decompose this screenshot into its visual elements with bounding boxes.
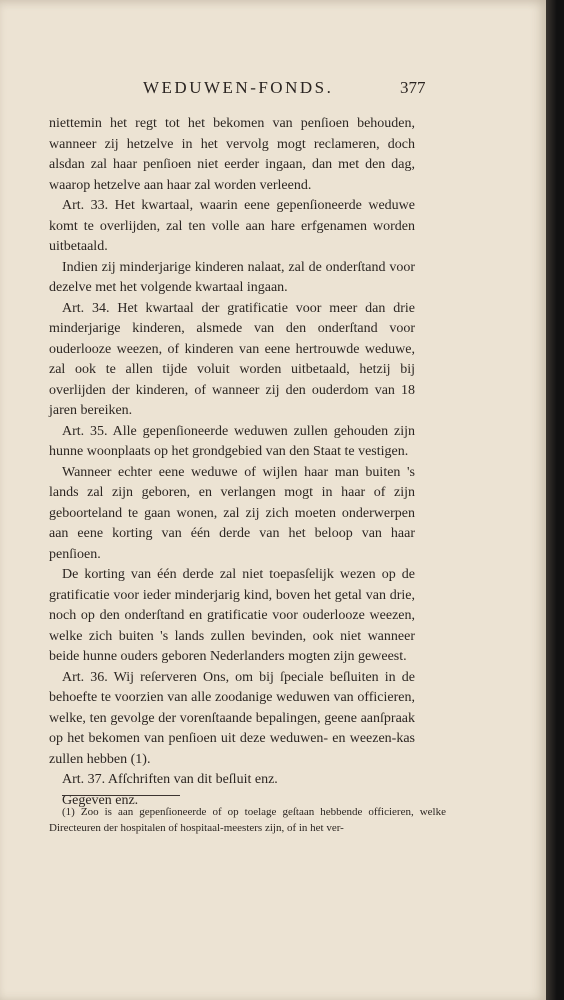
paragraph-deduction: De korting van één derde zal niet toepasſelijk wezen op de gratificatie voor ieder minderjarig kind, boven het getal van drie, noch op den onderſtand en gratificatie voor ouderlooze weezen, welke zich buiten 's lands zullen bevinden, ook niet wanneer beide hunne ouders geboren Nederlanders mogten zijn geweest. <box>49 567 415 664</box>
page-header <box>0 78 546 104</box>
paragraph-abroad: Wanneer echter eene weduwe of wijlen haar man buiten 's lands zal zijn geboren, en verlangen mogt in haar of zijn geboorteland te gaan wonen, zal zij zich moeten onderwerpen aan eene korting van één derde van het beloop van haar penſioen. <box>49 464 415 562</box>
paragraph-art-34: Art. 34. Het kwartaal der gratificatie voor meer dan drie minderjarige kinderen, alsmede van den onderſtand voor ouderlooze weezen, of kinderen van eene hertrouwde weduwe, zal ook te allen tijde voluit worden uitbetaald, hetzij bij overlijden der kinderen, of wanneer zij den ouderdom van 18 jaren bereiken. <box>49 300 415 418</box>
paragraph-art-35: Art. 35. Alle gepenſioneerde weduwen zullen gehouden zijn hunne woonplaats op het grondgebied van den Staat te vestigen. <box>49 423 415 459</box>
body-text <box>49 114 415 811</box>
footnote-rule <box>62 795 180 796</box>
footnote-text: (1) Zoo is aan gepenſioneerde of op toelage geſtaan hebbende officieren, welke Directeuren der hospitalen of hospitaal-meesters zijn, of in het ver- <box>49 806 446 834</box>
paragraph-continuation: niettemin het regt tot het bekomen van penſioen behouden, wanneer zij hetzelve in het vervolg mogt reclameren, doch alsdan zal haar penſioen niet eerder ingaan, dan met den dag, waarop hetzelve aan haar zal worden verleend. <box>49 116 415 193</box>
paragraph-art-33: Art. 33. Het kwartaal, waarin eene gepenſioneerde weduwe komt te overlijden, zal ten volle aan hare erfgenamen worden uitbetaald. <box>49 198 415 254</box>
paragraph-given: Gegeven enz. <box>62 792 139 808</box>
paragraph-minor-children: Indien zij minderjarige kinderen nalaat, zal de onderſtand voor dezelve met het volgende kwartaal ingaan. <box>49 259 415 295</box>
paragraph-art-36: Art. 36. Wij reſerveren Ons, om bij ſpeciale beſluiten in de behoefte te voorzien van alle zoodanige weduwen van officieren, welke, ten gevolge der vorenſtaande bepalingen, geene aanſpraak op het bekomen van penſioen uit deze weduwen- en weezen-kas zullen hebben (1). <box>49 669 415 767</box>
footnote <box>49 804 446 836</box>
running-head: WEDUWEN-FONDS. <box>143 78 334 97</box>
page-number: 377 <box>400 78 426 97</box>
paragraph-art-37: Art. 37. Afſchriften van dit beſluit enz. <box>62 772 278 787</box>
book-spine-shadow <box>546 0 564 1000</box>
